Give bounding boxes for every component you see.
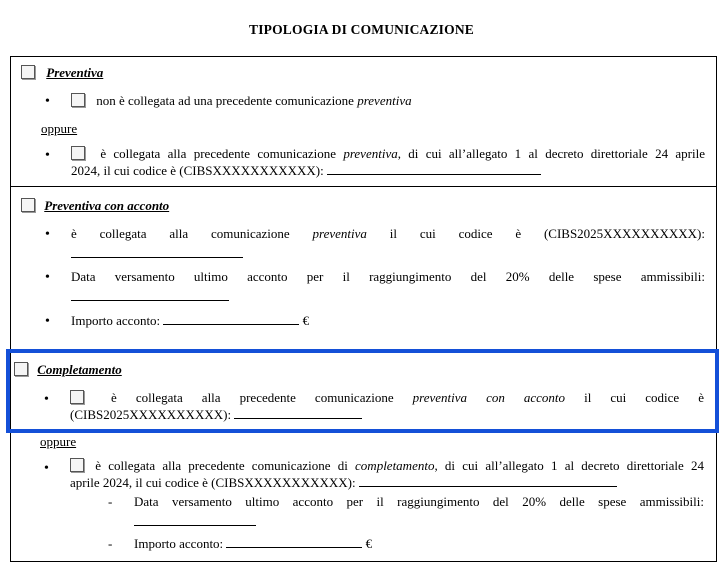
importo-acconto-field[interactable] — [163, 323, 299, 325]
section-preventiva-acconto: Preventiva con acconto • è collegata alla comunicazione preventiva il cui codice è (CIBS2025XXXXXXXXXX): • Data versamento ultimo acconto per il raggiungimento del 20% delle spese ammissibili: • Importo acconto: € — [10, 186, 717, 562]
codice-field[interactable] — [71, 256, 243, 258]
data-versamento-field[interactable] — [71, 299, 229, 301]
collegata-completamento-checkbox[interactable] — [70, 458, 84, 472]
section-heading: Preventiva — [46, 65, 104, 80]
oppure-label: oppure — [41, 121, 78, 136]
highlight-box — [6, 349, 719, 433]
section-preventiva: Preventiva • non è collegata ad una precedente comunicazione preventiva oppure • è collegata alla precedente comunicazione preventiva, di cui all’allegato 1 al decreto direttoriale 24 aprile 2024, il cui codice è (CIBSXXXXXXXXXXX): — [10, 56, 717, 187]
section-heading: Preventiva con acconto — [44, 198, 170, 213]
preventiva-acconto-checkbox[interactable] — [21, 198, 35, 212]
data-versamento-field[interactable] — [134, 524, 256, 526]
form-title: TIPOLOGIA DI COMUNICAZIONE — [249, 22, 474, 37]
collegata-checkbox[interactable] — [71, 146, 85, 160]
importo-acconto-field[interactable] — [226, 546, 362, 548]
codice-field[interactable] — [327, 173, 541, 175]
codice-field[interactable] — [359, 485, 617, 487]
oppure-label: oppure — [40, 434, 77, 449]
section-heading: Completamento — [37, 362, 122, 377]
non-collegata-checkbox[interactable] — [71, 93, 85, 107]
preventiva-checkbox[interactable] — [21, 65, 35, 79]
